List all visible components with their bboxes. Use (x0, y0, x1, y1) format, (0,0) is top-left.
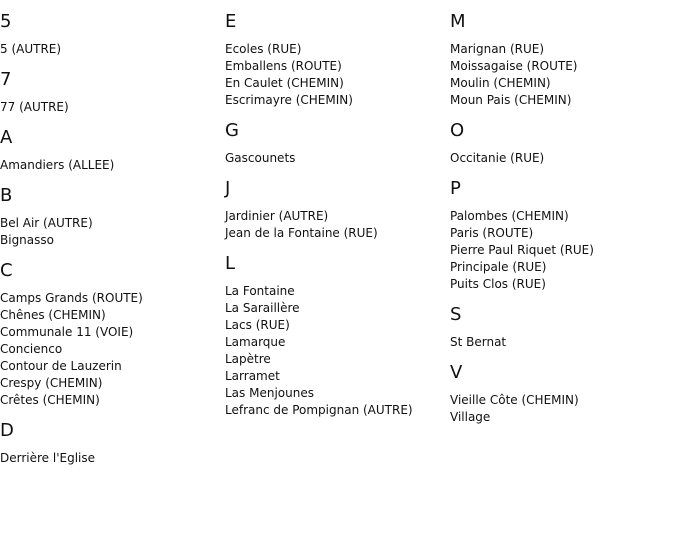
letter-heading: B (0, 185, 13, 206)
street-list (450, 150, 675, 167)
letter-heading: G (225, 120, 239, 141)
letter-group (225, 253, 450, 419)
letter-heading: D (0, 420, 14, 441)
letter-group (225, 178, 450, 242)
letter-heading: 7 (0, 69, 12, 90)
street-link[interactable]: Communale 11 (VOIE) (0, 325, 134, 339)
letter-group (450, 362, 675, 426)
street-link[interactable]: Crespy (CHEMIN) (0, 376, 103, 390)
letter-heading: O (450, 120, 465, 141)
letter-heading: 5 (0, 11, 12, 32)
street-index-column-3 (450, 0, 675, 426)
letter-heading: E (225, 11, 237, 32)
street-link[interactable]: Concienco (0, 342, 63, 356)
street-link[interactable]: Occitanie (RUE) (450, 151, 545, 165)
street-link[interactable]: Palombes (CHEMIN) (450, 209, 569, 223)
street-link[interactable]: Pierre Paul Riquet (RUE) (450, 243, 594, 257)
street-list (450, 334, 675, 351)
street-link[interactable]: Chênes (CHEMIN) (0, 308, 106, 322)
letter-heading: A (0, 127, 13, 148)
street-link[interactable]: Lacs (RUE) (225, 318, 290, 332)
street-link[interactable]: Marignan (RUE) (450, 42, 545, 56)
letter-heading: M (450, 11, 466, 32)
street-link[interactable]: Camps Grands (ROUTE) (0, 291, 143, 305)
letter-heading: V (450, 362, 463, 383)
letter-group (225, 120, 450, 167)
street-link[interactable]: Bignasso (0, 233, 54, 247)
street-list (450, 208, 675, 293)
letter-heading: L (225, 253, 236, 274)
letter-group (450, 304, 675, 351)
street-list (0, 450, 225, 467)
letter-group (450, 120, 675, 167)
street-list (0, 290, 225, 409)
street-link[interactable]: Larramet (225, 369, 280, 383)
street-list (225, 283, 450, 419)
street-list (450, 392, 675, 426)
letter-group (225, 11, 450, 109)
street-list (225, 150, 450, 167)
letter-group (0, 11, 225, 58)
street-list (0, 41, 225, 58)
street-link[interactable]: Principale (RUE) (450, 260, 547, 274)
street-link[interactable]: Amandiers (ALLEE) (0, 158, 115, 172)
street-link[interactable]: En Caulet (CHEMIN) (225, 76, 344, 90)
street-link[interactable]: Lamarque (225, 335, 286, 349)
street-link[interactable]: Emballens (ROUTE) (225, 59, 342, 73)
street-link[interactable]: Las Menjounes (225, 386, 314, 400)
street-link[interactable]: Bel Air (AUTRE) (0, 216, 93, 230)
street-link[interactable]: Moissagaise (ROUTE) (450, 59, 578, 73)
letter-heading: C (0, 260, 13, 281)
letter-heading: S (450, 304, 462, 325)
street-link[interactable]: Moun Pais (CHEMIN) (450, 93, 572, 107)
street-link[interactable]: Lapètre (225, 352, 271, 366)
street-link[interactable]: La Saraillère (225, 301, 300, 315)
street-list (0, 99, 225, 116)
street-link[interactable]: Ecoles (RUE) (225, 42, 302, 56)
street-link[interactable]: Escrimayre (CHEMIN) (225, 93, 353, 107)
street-link[interactable]: La Fontaine (225, 284, 295, 298)
street-link[interactable]: Contour de Lauzerin (0, 359, 122, 373)
letter-group (0, 260, 225, 409)
letter-heading: P (450, 178, 461, 199)
street-list (0, 215, 225, 249)
letter-group (0, 185, 225, 249)
street-list (0, 157, 225, 174)
street-list (450, 41, 675, 109)
street-index-column-1 (0, 0, 225, 467)
street-link[interactable]: Puits Clos (RUE) (450, 277, 546, 291)
street-link[interactable]: 5 (AUTRE) (0, 42, 62, 56)
street-list (225, 41, 450, 109)
letter-heading: J (225, 178, 231, 199)
letter-group (450, 11, 675, 109)
street-link[interactable]: Village (450, 410, 491, 424)
street-link[interactable]: Lefranc de Pompignan (AUTRE) (225, 403, 413, 417)
street-link[interactable]: Jean de la Fontaine (RUE) (225, 226, 378, 240)
street-link[interactable]: Derrière l'Eglise (0, 451, 95, 465)
street-link[interactable]: Vieille Côte (CHEMIN) (450, 393, 579, 407)
street-index-column-2 (225, 0, 450, 419)
street-link[interactable]: Moulin (CHEMIN) (450, 76, 551, 90)
letter-group (450, 178, 675, 293)
letter-group (0, 420, 225, 467)
street-link[interactable]: St Bernat (450, 335, 507, 349)
street-link[interactable]: Paris (ROUTE) (450, 226, 534, 240)
street-link[interactable]: Gascounets (225, 151, 296, 165)
letter-group (0, 69, 225, 116)
street-list (225, 208, 450, 242)
street-link[interactable]: Crêtes (CHEMIN) (0, 393, 100, 407)
street-link[interactable]: Jardinier (AUTRE) (225, 209, 329, 223)
street-link[interactable]: 77 (AUTRE) (0, 100, 69, 114)
letter-group (0, 127, 225, 174)
